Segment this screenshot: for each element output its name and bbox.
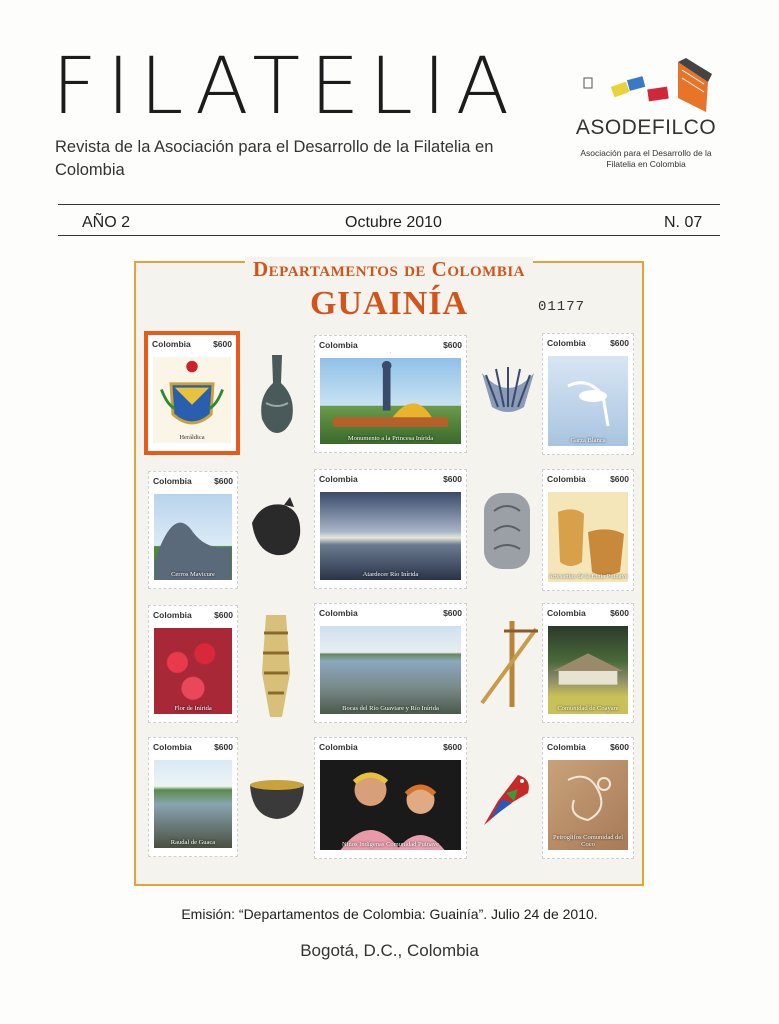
stamp-caption: Flor de Inírida xyxy=(174,705,212,712)
top-rule xyxy=(58,204,720,205)
stamp-caption: Monumento a la Princesa Inírida xyxy=(347,435,434,442)
stamp-image xyxy=(320,492,461,580)
heron-icon xyxy=(548,356,628,446)
stamp-raudal-de-guaca xyxy=(148,737,238,857)
stamp-value: $600 xyxy=(214,742,233,752)
issue-year: AÑO 2 xyxy=(82,214,131,231)
stamp-caption: Comunidad de Coayare xyxy=(557,705,619,712)
stamp-country: Colombia xyxy=(153,610,192,620)
stamp-value: $600 xyxy=(214,476,233,486)
stamp-caption: Heráldica xyxy=(179,434,205,441)
ceramic-vase-icon xyxy=(254,353,300,437)
stamp-caption: Artesanías de la Etnia Puinave xyxy=(548,573,628,580)
stamp-image xyxy=(548,626,628,714)
sheet-heading xyxy=(136,257,642,282)
stamp-image xyxy=(154,628,232,714)
tapir-icon xyxy=(248,495,304,565)
stamp-country: Colombia xyxy=(152,339,191,349)
stamp-country: Colombia xyxy=(547,742,586,752)
stamp-value: $600 xyxy=(443,742,462,752)
stamp-image xyxy=(153,357,231,443)
monument-icon xyxy=(320,358,461,444)
stamp-value: $600 xyxy=(610,338,629,348)
stamp-image xyxy=(548,356,628,446)
stamp-value: $600 xyxy=(443,340,462,350)
envelopes-book-icon xyxy=(566,56,726,116)
stamp-value: $600 xyxy=(213,339,232,349)
stamp-caption: Cerros Mavicure xyxy=(171,571,215,578)
coat-of-arms-icon xyxy=(153,357,231,443)
clay-bowl-icon xyxy=(246,777,308,823)
issue-caption: Emisión: “Departamentos de Colombia: Guainía”. Julio 24 de 2010. xyxy=(181,906,598,922)
woven-basket-icon xyxy=(256,613,296,719)
sheet-serial: 01177 xyxy=(538,299,586,315)
macaw-icon xyxy=(478,769,536,829)
logo-name: ASODEFILCO xyxy=(575,116,717,139)
children-portrait-icon xyxy=(320,760,461,850)
stamp-garza-blanca xyxy=(542,333,634,455)
loom-tool-icon xyxy=(476,617,542,713)
stamp-country: Colombia xyxy=(547,608,586,618)
feather-crown-icon xyxy=(476,363,540,423)
stamp-country: Colombia xyxy=(319,608,358,618)
stamp-country: Colombia xyxy=(547,474,586,484)
carved-stone-icon xyxy=(480,491,534,571)
stamp-caption: Bocas del Río Guaviare y Río Inírida xyxy=(342,705,439,712)
logo-description: Asociación para el Desarrollo de la Filatelia en Colombia xyxy=(580,148,712,169)
stamp-bocas-rio-guaviare xyxy=(314,603,467,723)
asodefilco-logo xyxy=(566,56,726,176)
stamp-dept-label: · xyxy=(389,351,392,356)
stamp-country: Colombia xyxy=(319,742,358,752)
stamp-heraldica xyxy=(144,331,240,455)
stamp-image xyxy=(154,760,232,848)
stamp-country: Colombia xyxy=(153,742,192,752)
mountain-icon xyxy=(154,494,232,580)
stamp-country: Colombia xyxy=(153,476,192,486)
stamp-ninos-indigenas xyxy=(314,737,467,859)
stamp-artesanias-puinave xyxy=(542,469,634,591)
stamp-country: Colombia xyxy=(319,340,358,350)
publication-city: Bogotá, D.C., Colombia xyxy=(300,941,479,960)
stamp-value: $600 xyxy=(443,608,462,618)
issue-number: N. 07 xyxy=(664,214,703,231)
stamp-atardecer-rio-inirida xyxy=(314,469,467,589)
magazine-subtitle: Revista de la Asociación para el Desarrollo de la Filatelia en Colombia xyxy=(55,138,494,179)
stamp-country: Colombia xyxy=(319,474,358,484)
stamp-image xyxy=(320,760,461,850)
stamp-value: $600 xyxy=(443,474,462,484)
stamp-image xyxy=(548,492,628,582)
baskets-icon xyxy=(548,492,628,582)
stamp-image xyxy=(320,358,461,444)
stamp-cerros-mavicure xyxy=(148,471,238,589)
stamp-image xyxy=(154,494,232,580)
stamp-value: $600 xyxy=(610,608,629,618)
stamp-sheet xyxy=(134,257,644,886)
stamp-value: $600 xyxy=(610,474,629,484)
stamp-comunidad-coayare xyxy=(542,603,634,723)
stamp-value: $600 xyxy=(610,742,629,752)
issue-date: Octubre 2010 xyxy=(345,214,442,231)
sheet-title: GUAINÍA xyxy=(309,285,469,322)
magazine-title: FILATELIA xyxy=(52,42,520,132)
stamp-caption: Niños Indígenas Comunidad Puinave xyxy=(342,841,439,848)
stamp-flor-de-inirida xyxy=(148,605,238,723)
stamp-caption: Petroglifos Comunidad del Coco xyxy=(552,834,624,848)
stamp-princesa-inirida xyxy=(314,335,467,453)
bottom-rule xyxy=(58,235,720,236)
stamp-caption: Atardecer Río Inírida xyxy=(362,571,419,578)
stamp-petroglifos xyxy=(542,737,634,859)
stamp-country: Colombia xyxy=(547,338,586,348)
stamp-caption: Raudal de Guaca xyxy=(170,839,216,846)
sheet-heading-text: Departamentos de Colombia xyxy=(245,257,533,281)
stamp-caption: Garza Blanca xyxy=(570,437,606,444)
stamp-image xyxy=(320,626,461,714)
stamp-value: $600 xyxy=(214,610,233,620)
hut-icon xyxy=(548,626,628,714)
